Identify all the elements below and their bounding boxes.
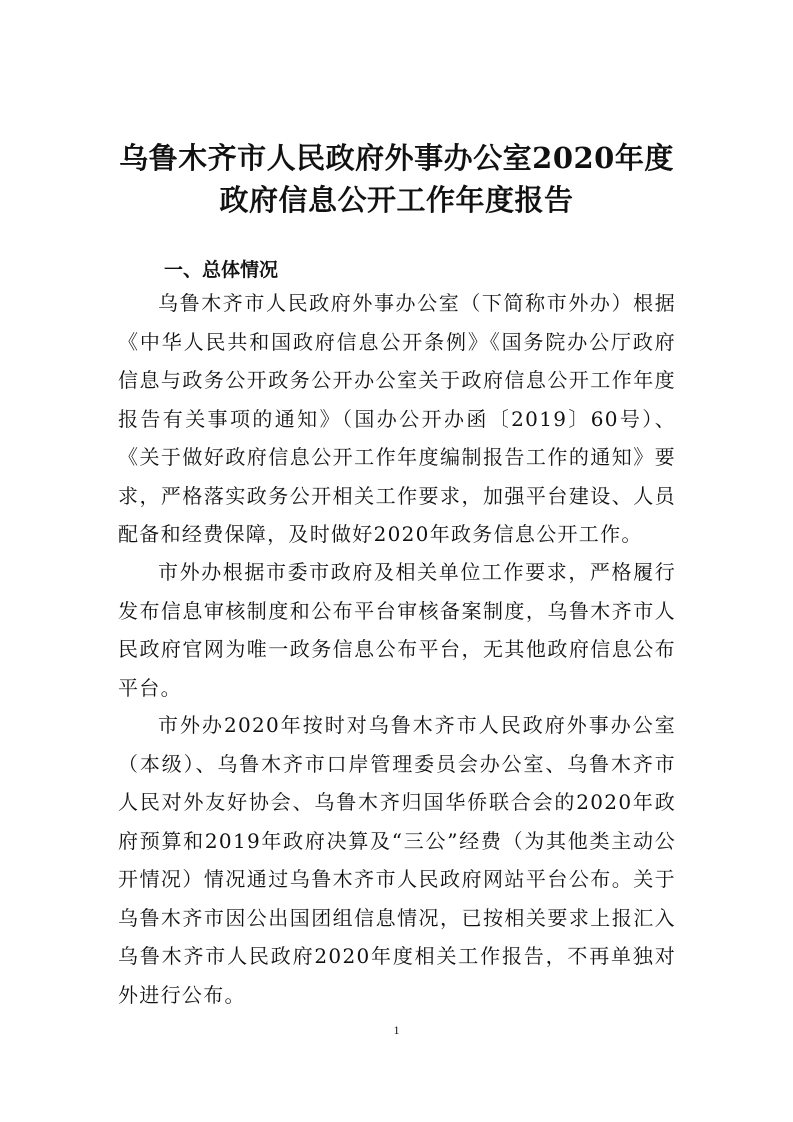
document-title-line-2: 政府信息公开工作年度报告 <box>219 183 574 217</box>
section-heading: 一、总体情况 <box>164 259 279 281</box>
document-title-line-1: 乌鲁木齐市人民政府外事办公室2020年度 <box>119 141 674 175</box>
paragraph-3: 市外办2020年按时对乌鲁木齐市人民政府外事办公室（本级）、乌鲁木齐市口岸管理委员会办公室、乌鲁木齐市人民对外友好协会、乌鲁木齐归国华侨联合会的2020年政府预算和2019年政府决算及“三公”经费（为其他类主动公开情况）情况通过乌鲁木齐市人民政府网站平台公布。关于乌鲁木齐市因公出国团组信息情况，已按相关要求上报汇入乌鲁木齐市人民政府2020年度相关工作报告，不再单独对外进行公布。 <box>118 713 676 1007</box>
paragraph-2: 市外办根据市委市政府及相关单位工作要求，严格履行发布信息审核制度和公布平台审核备案制度，乌鲁木齐市人民政府官网为唯一政务信息公布平台，无其他政府信息公布平台。 <box>118 560 676 700</box>
page-number: 1 <box>393 1023 400 1037</box>
paragraph-1: 乌鲁木齐市人民政府外事办公室（下简称市外办）根据《中华人民共和国政府信息公开条例》《国务院办公厅政府信息与政务公开政务公开办公室关于政府信息公开工作年度报告有关事项的通知》（国办公开办函〔2019〕60号）、《关于做好政府信息公开工作年度编制报告工作的通知》要求，严格落实政务公开相关工作要求，加强平台建设、人员配备和经费保障，及时做好2020年政务信息公开工作。 <box>118 291 676 546</box>
